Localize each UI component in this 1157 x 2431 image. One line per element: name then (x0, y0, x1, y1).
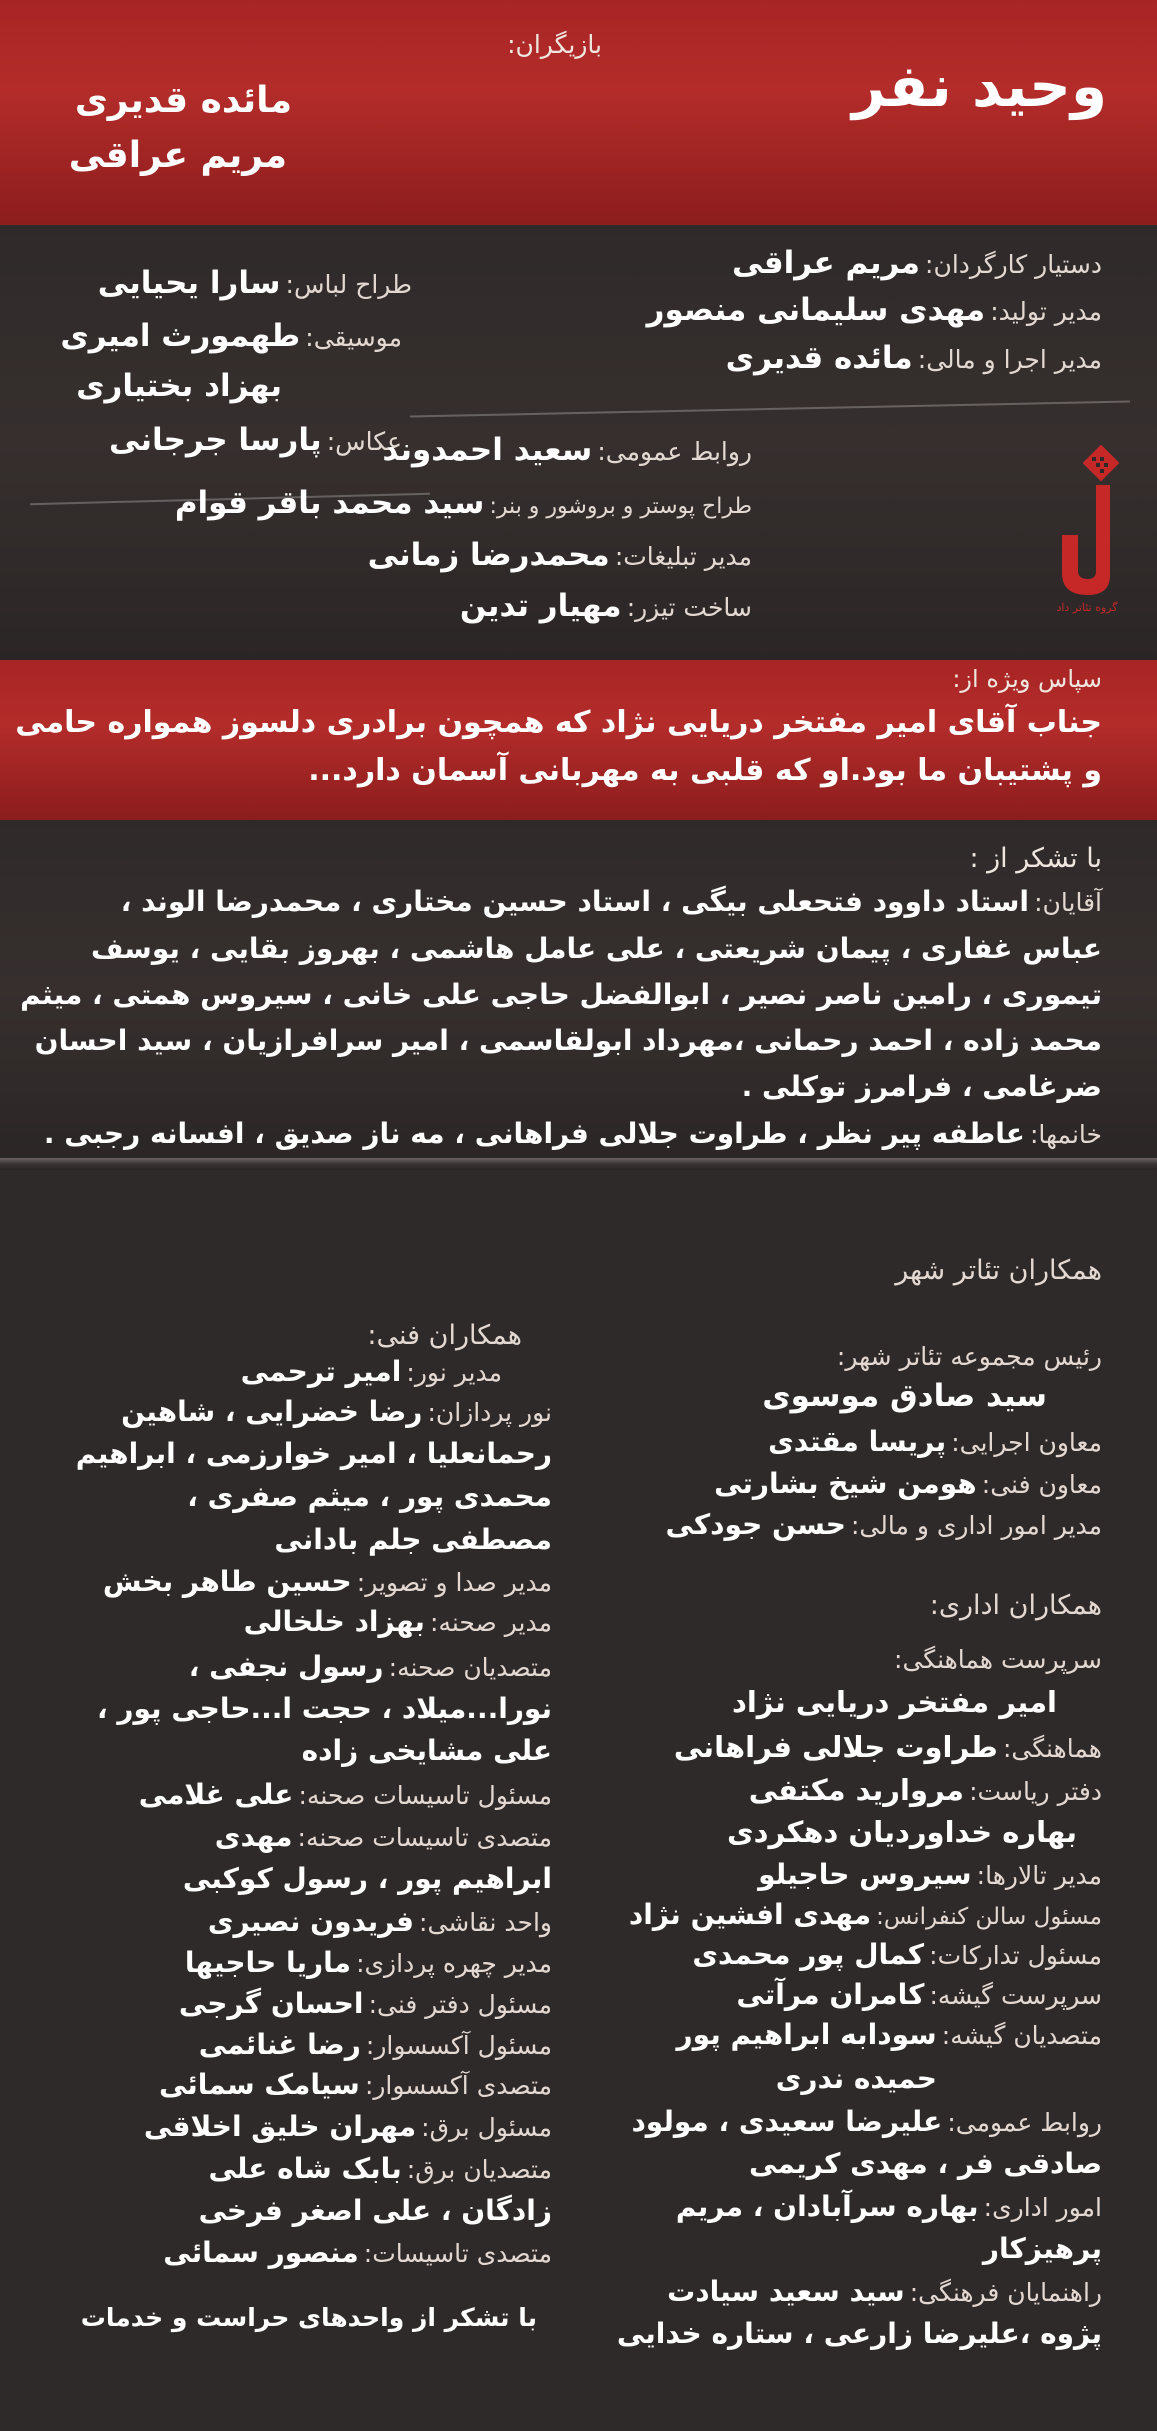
tech-lighting: نور پردازان: رضا خضرایی ، شاهین (121, 1395, 552, 1428)
coord: هماهنگی: طراوت جلالی فراهانی (673, 1730, 1102, 1764)
booth-head: سرپرست گیشه: کامران مرآتی (736, 1978, 1102, 2011)
crew-poster: طراح پوستر و بروشور و بنر: سید محمد باقر قوام (174, 485, 752, 521)
booth: متصدیان گیشه: سودابه ابراهیم پور (676, 2018, 1102, 2051)
crew-pr: روابط عمومی: سعید احمدوند (382, 432, 752, 468)
cast-member-1: مائده قدیری (74, 80, 292, 121)
crew-asst-director: دستیار کارگردان: مریم عراقی (731, 245, 1102, 281)
conf: مسئول سالن کنفرانس: مهدی افشین نژاد (628, 1898, 1102, 1931)
crew-ads: مدیر تبلیغات: محمدرضا زمانی (367, 537, 752, 573)
tech-props: مسئول آکسسوار: رضا غنائمی (198, 2028, 552, 2061)
tech-stage-ops-3: علی مشایخی زاده (301, 1734, 552, 1767)
bureau-2: بهاره خداوردیان دهکردی (726, 1815, 1077, 1849)
tech-closing: با تشکر از واحدهای حراست و خدمات (80, 2303, 537, 2332)
tech-lighting-2: رحمانعلیا ، امیر خوارزمی ، ابراهیم (75, 1437, 552, 1470)
pr-2: صادقی فر ، مهدی کریمی (749, 2147, 1102, 2180)
crew-music: موسیقی: طهمورث امیری (60, 318, 402, 354)
tech-stage-ops-2: نورا...میلاد ، حجت ا...حاجی پور ، (97, 1692, 552, 1725)
theater-heading: همکاران تئاتر شهر (895, 1255, 1102, 1286)
crew-costume: طراح لباس: سارا یحیایی (97, 265, 412, 301)
tech-heading: همکاران فنی: (367, 1320, 522, 1351)
office-heading: همکاران اداری: (929, 1590, 1102, 1621)
cast-member-2: مریم عراقی (68, 135, 287, 176)
tech-stage: مدیر صحنه: بهزاد خلخالی (243, 1605, 552, 1638)
tech-lighting-3: محمدی پور ، میثم صفری ، (187, 1480, 552, 1513)
crew-music-2: بهزاد بختیاری (76, 368, 282, 404)
special-thanks-label: سپاس ویژه از: (952, 665, 1102, 693)
thanks-women: خانمها: عاطفه پیر نظر ، طراوت جلالی فراهانی ، مه ناز صدیق ، افسانه رجبی . (43, 1117, 1102, 1150)
thanks-men-line-2: عباس غفاری ، پیمان شریعتی ، علی عامل هاشمی ، بهروز بقایی ، یوسف (90, 932, 1102, 965)
tech-office: مسئول دفتر فنی: احسان گرجی (178, 1987, 552, 2020)
tech-facilities-ops-2: ابراهیم پور ، رسول کوکبی (182, 1862, 552, 1895)
pr: روابط عمومی: علیرضا سعیدی ، مولود (631, 2105, 1102, 2138)
supply: مسئول تدارکات: کمال پور محمدی (692, 1938, 1102, 1971)
thanks-men-line-5: ضرغامی ، فرامرز توکلی . (741, 1070, 1102, 1103)
tech-electric-ops-2: زادگان ، علی اصغر فرخی (198, 2194, 552, 2227)
affairs-2: پرهیزکار (982, 2232, 1102, 2265)
coord-head-label: سرپرست هماهنگی: (894, 1645, 1102, 1674)
theater-head-value: سید صادق موسوی (762, 1378, 1047, 1414)
tech-light: مدیر نور: امیر ترحمی (240, 1355, 502, 1388)
crew-exec-finance: مدیر اجرا و مالی: مائده قدیری (725, 340, 1102, 376)
theater-admin: مدیر امور اداری و مالی: حسن جودکی (665, 1508, 1102, 1541)
booth-2: حمیده ندری (775, 2062, 937, 2095)
tech-installations: متصدی تاسیسات: منصور سمائی (163, 2236, 552, 2269)
thanks-men-line-4: محمد زاده ، احمد رحمانی ،مهرداد ابولقاسمی ، امیر سرافرازیان ، سید احسان (34, 1024, 1102, 1057)
guides-2: پژوه ،علیرضا زارعی ، ستاره خدایی (616, 2317, 1102, 2350)
coord-head-value: امیر مفتخر دریایی نژاد (731, 1685, 1057, 1719)
tech-electric: مسئول برق: مهران خلیق اخلاقی (143, 2110, 552, 2143)
tech-makeup: مدیر چهره پردازی: ماریا حاجیها (184, 1946, 552, 1979)
theater-group-logo-icon (1040, 445, 1135, 615)
play-title: وحید نفر (852, 52, 1107, 120)
tech-lighting-4: مصطفی جلم بادانی (274, 1523, 552, 1556)
theater-exec: معاون اجرایی: پریسا مقتدی (768, 1425, 1102, 1458)
guides: راهنمایان فرهنگی: سید سعید سیادت (667, 2275, 1102, 2308)
tech-props-ops: متصدی آکسسوار: سیامک سمائی (158, 2068, 552, 2101)
tech-stage-ops: متصدیان صحنه: رسول نجفی ، (188, 1650, 552, 1683)
special-thanks-line-2: و پشتیبان ما بود.او که قلبی به مهربانی آسمان دارد... (308, 753, 1102, 788)
affairs: امور اداری: بهاره سرآبادان ، مریم (675, 2190, 1102, 2223)
tech-sound: مدیر صدا و تصویر: حسین طاهر بخش (102, 1565, 552, 1598)
crew-photo: عکاس: پارسا جرجانی (108, 422, 402, 458)
crew-producer: مدیر تولید: مهدی سلیمانی منصور (646, 292, 1102, 328)
tech-electric-ops: متصدیان برق: بابک شاه علی (208, 2152, 552, 2185)
bureau: دفتر ریاست: مروارید مکتفی (748, 1773, 1102, 1807)
cast-label: بازیگران: (507, 30, 602, 59)
tech-facilities-ops: متصدی تاسیسات صحنه: مهدی (214, 1820, 552, 1853)
special-thanks-line-1: جناب آقای امیر مفتخر دریایی نژاد که همچون برادری دلسوز همواره حامی (15, 705, 1102, 740)
thanks-label: با تشکر از : (969, 843, 1102, 874)
theater-tech: معاون فنی: هومن شیخ بشارتی (714, 1467, 1102, 1500)
fold-line (0, 1158, 1157, 1170)
thanks-men-line-1: آقایان: استاد داوود فتحعلی بیگی ، استاد حسین مختاری ، محمدرضا الوند ، (120, 885, 1102, 918)
theater-head-label: رئیس مجموعه تئاتر شهر: (836, 1342, 1102, 1371)
halls: مدیر تالارها: سیروس حاجیلو (758, 1858, 1102, 1891)
tech-facilities: مسئول تاسیسات صحنه: علی غلامی (138, 1778, 552, 1811)
tech-paint: واحد نقاشی: فریدون نصیری (207, 1905, 552, 1938)
svg-text:گروه تئاتر داد: گروه تئاتر داد (1056, 601, 1118, 614)
thanks-men-line-3: تیموری ، رامین ناصر نصیر ، ابوالفضل حاجی علی خانی ، سیروس همتی ، میثم (20, 978, 1102, 1011)
crew-teaser: ساخت تیزر: مهیار تدین (459, 588, 752, 624)
